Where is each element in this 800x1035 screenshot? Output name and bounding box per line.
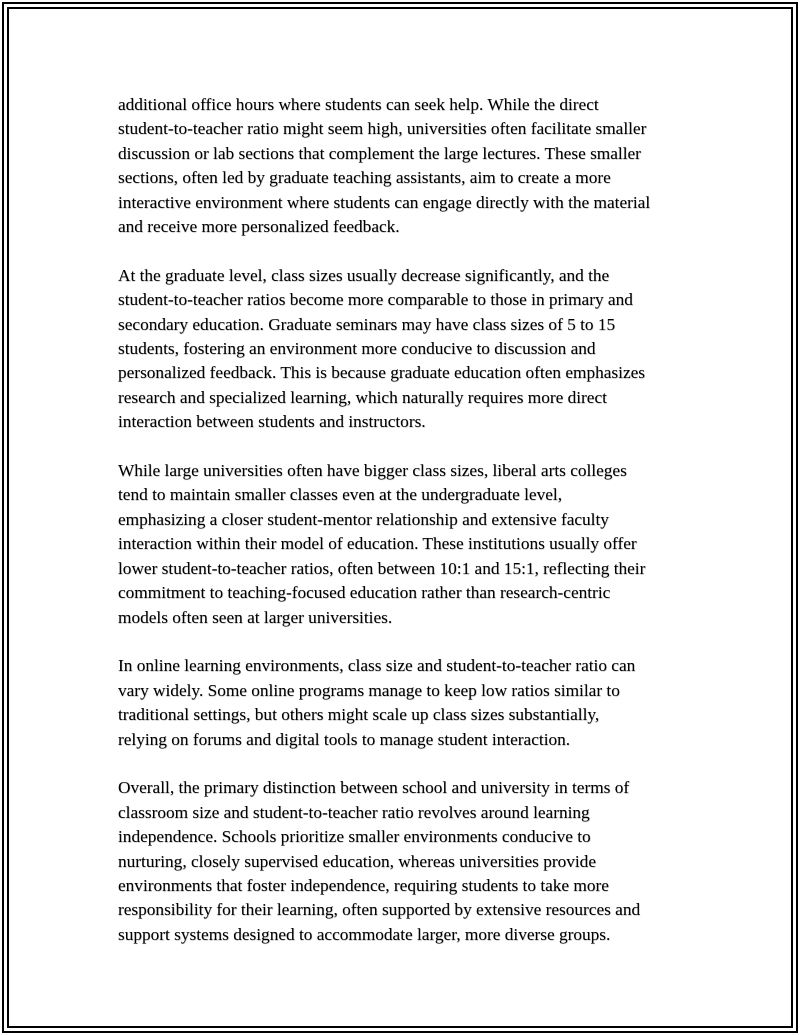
- paragraph: [118, 776, 698, 947]
- text-line: secondary education. Graduate seminars may have class sizes of 5 to 15: [118, 314, 616, 334]
- text-line: discussion or lab sections that complement the large lectures. These smaller: [118, 143, 641, 163]
- text-line: In online learning environments, class size and student-to-teacher ratio can: [118, 656, 636, 676]
- text-line: emphasizing a closer student-mentor relationship and extensive faculty: [118, 509, 609, 529]
- text-line: personalized feedback. This is because graduate education often emphasizes: [118, 363, 646, 383]
- text-line: additional office hours where students can seek help. While the direct: [118, 95, 599, 114]
- text-line: traditional settings, but others might scale up class sizes substantially,: [118, 705, 600, 725]
- text-line: support systems designed to accommodate larger, more diverse groups.: [118, 924, 611, 944]
- text-line: While large universities often have bigger class sizes, liberal arts colleges: [118, 461, 627, 481]
- text-line: commitment to teaching-focused education rather than research-centric: [118, 583, 611, 603]
- text-line: responsibility for their learning, often supported by extensive resources and: [118, 900, 641, 920]
- text-line: vary widely. Some online programs manage to keep low ratios similar to: [118, 680, 620, 700]
- text-line: classroom size and student-to-teacher ratio revolves around learning: [118, 802, 590, 822]
- text-line: interaction between students and instructors.: [118, 412, 426, 432]
- text-line: nurturing, closely supervised education, whereas universities provide: [118, 851, 596, 871]
- text-line: independence. Schools prioritize smaller environments conducive to: [118, 827, 591, 847]
- document-body: [118, 93, 698, 972]
- text-line: lower student-to-teacher ratios, often between 10:1 and 15:1, reflecting their: [118, 558, 646, 578]
- text-line: At the graduate level, class sizes usually decrease significantly, and the: [118, 265, 610, 285]
- paragraph: [118, 459, 698, 630]
- text-line: and receive more personalized feedback.: [118, 217, 400, 237]
- text-line: student-to-teacher ratio might seem high, universities often facilitate smaller: [118, 119, 647, 139]
- text-line: tend to maintain smaller classes even at the undergraduate level,: [118, 485, 563, 505]
- text-line: relying on forums and digital tools to manage student interaction.: [118, 729, 571, 749]
- text-line: models often seen at larger universities.: [118, 607, 393, 627]
- text-line: interaction within their model of education. These institutions usually offer: [118, 534, 637, 554]
- text-line: interactive environment where students can engage directly with the material: [118, 192, 651, 212]
- paragraph: [118, 93, 698, 239]
- text-line: student-to-teacher ratios become more comparable to those in primary and: [118, 290, 633, 310]
- text-line: students, fostering an environment more conducive to discussion and: [118, 339, 596, 359]
- text-line: Overall, the primary distinction between school and university in terms of: [118, 778, 630, 798]
- text-line: sections, often led by graduate teaching assistants, aim to create a more: [118, 168, 611, 188]
- paragraph: [118, 654, 698, 752]
- text-line: research and specialized learning, which naturally requires more direct: [118, 387, 607, 407]
- text-line: environments that foster independence, requiring students to take more: [118, 875, 609, 895]
- paragraph: [118, 264, 698, 435]
